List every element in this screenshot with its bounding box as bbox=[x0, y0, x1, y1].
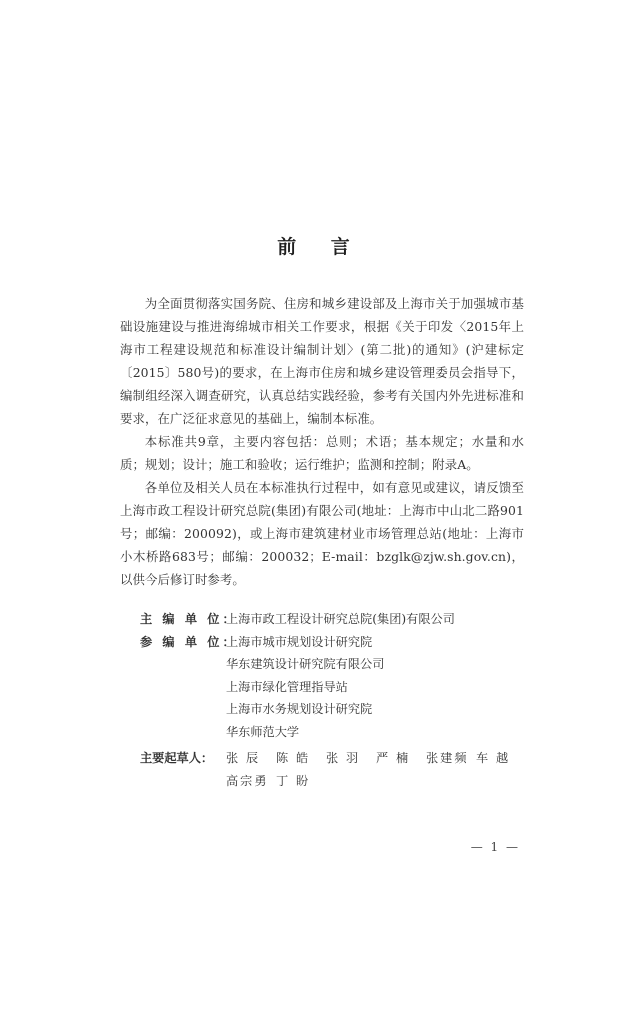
drafter-name: 陈 皓 bbox=[276, 751, 311, 765]
preface-paragraph-2: 本标准共9章，主要内容包括：总则；术语；基本规定；水量和水质；规划；设计；施工和验收；运行维护；监测和控制；附录A。 bbox=[120, 434, 524, 472]
drafters-label: 主要起草人： bbox=[140, 751, 214, 765]
chief-editor-units bbox=[226, 608, 455, 631]
drafter-name: 高宗勇 bbox=[226, 773, 269, 788]
drafter-name: 张 辰 bbox=[226, 751, 261, 765]
drafter-name: 张 羽 bbox=[326, 751, 361, 765]
page-number: — 1 — bbox=[470, 840, 520, 854]
preface-body bbox=[120, 292, 524, 591]
drafter-name: 严 楠 bbox=[376, 751, 411, 765]
preface-paragraph-1: 为全面贯彻落实国务院、住房和城乡建设部及上海市关于加强城市基础设施建设与推进海绵城市相关工作要求，根据《关于印发〈2015年上海市工程建设规范和标准设计编制计划〉(第二批)的通知》(沪建标定〔2015〕580号)的要求，在上海市住房和城乡建设管理委员会指导下，编制组经深入调查研究，认真总结实践经验，参考有关国内外先进标准和要求，在广泛征求意见的基础上，编制本标准。 bbox=[120, 296, 524, 426]
participant-editor-row bbox=[140, 631, 540, 744]
drafters-list bbox=[226, 747, 526, 792]
chief-editor-unit: 上海市政工程设计研究总院(集团)有限公司 bbox=[226, 612, 455, 626]
drafter-name: 车 越 bbox=[476, 751, 511, 765]
preface-paragraph-3: 各单位及相关人员在本标准执行过程中，如有意见或建议，请反馈至上海市政工程设计研究总院(集团)有限公司(地址：上海市中山北二路901号；邮编：200092)，或上海市建筑建材业市场管理总站(地址：上海市小木桥路683号；邮编：200032；E-mail：bzglk@zjw.sh.gov.cn)，以供今后修订时参考。 bbox=[120, 480, 524, 587]
chief-editor-row bbox=[140, 608, 540, 631]
participant-unit: 上海市绿化管理指导站 bbox=[226, 679, 348, 694]
drafter-name: 丁 盼 bbox=[276, 773, 311, 788]
participant-editor-units bbox=[226, 631, 384, 744]
participant-unit: 上海市城市规划设计研究院 bbox=[226, 634, 373, 649]
drafter-name: 张建频 bbox=[426, 751, 469, 765]
participant-unit: 上海市水务规划设计研究院 bbox=[226, 702, 373, 716]
drafters-row bbox=[140, 747, 540, 792]
page-title: 前 言 bbox=[277, 236, 364, 258]
chief-editor-label: 主 编 单 位： bbox=[140, 612, 238, 626]
credits-block bbox=[140, 608, 540, 792]
participant-unit: 华东师范大学 bbox=[226, 724, 300, 739]
participant-unit: 华东建筑设计研究院有限公司 bbox=[226, 657, 385, 671]
participant-editor-label: 参 编 单 位： bbox=[140, 634, 238, 649]
